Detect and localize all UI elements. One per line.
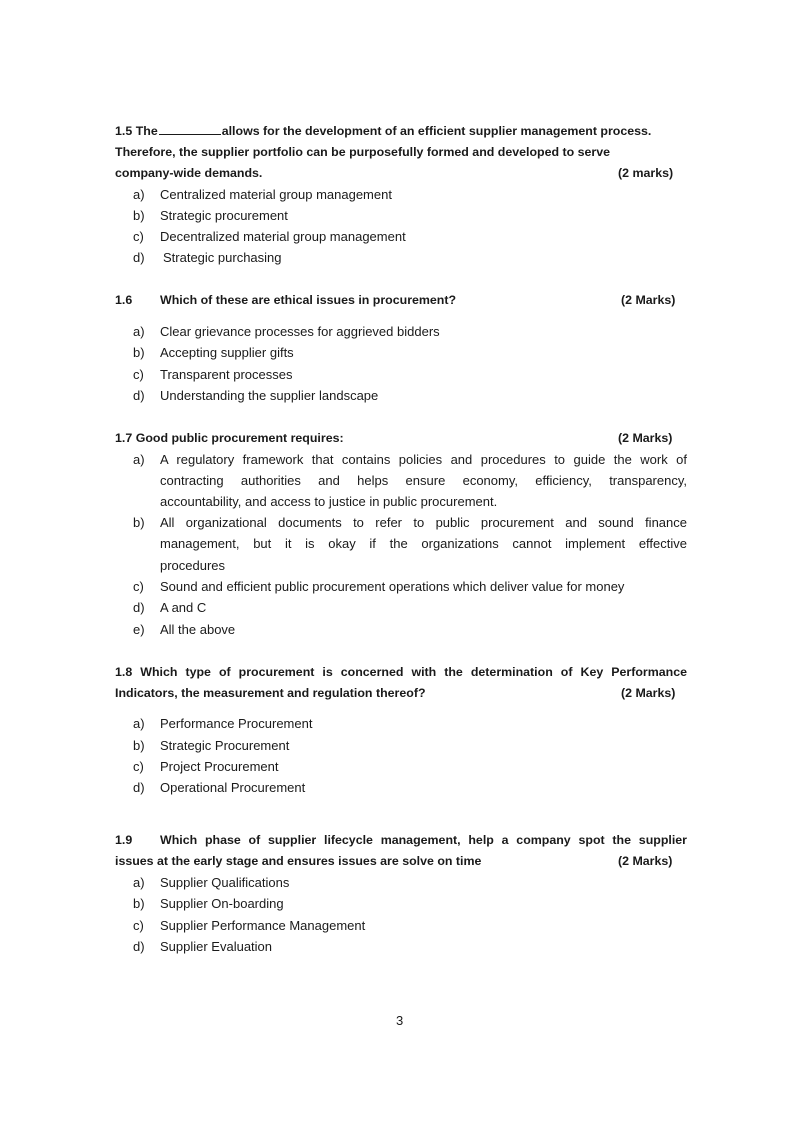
option-text: Understanding the supplier landscape (160, 388, 379, 403)
question-1-5-line-3: company-wide demands. (115, 166, 263, 180)
option-text: Supplier Qualifications (160, 875, 290, 890)
question-number: 1.5 (115, 124, 133, 138)
option-letter: c) (133, 918, 144, 933)
page-number: 3 (396, 1013, 404, 1028)
option-text: Project Procurement (160, 759, 279, 774)
option-letter: b) (133, 208, 145, 223)
question-1-5-line-2: Therefore, the supplier portfolio can be purposefully formed and developed to serve (115, 145, 611, 159)
question-1-6-text: Which of these are ethical issues in procurement? (160, 293, 457, 307)
option-text: Supplier Performance Management (160, 918, 366, 933)
marks-label: (2 marks) (618, 166, 674, 180)
option-text: Sound and efficient public procurement operations which deliver value for money (160, 579, 625, 594)
option-letter: b) (133, 738, 145, 753)
question-number: 1.8 (115, 665, 133, 679)
option-letter: c) (133, 229, 144, 244)
question-text: allows for the development of an efficient supplier management process. (221, 124, 652, 138)
option-letter: c) (133, 367, 144, 382)
option-text: Transparent processes (160, 367, 293, 382)
option-letter: a) (133, 716, 145, 731)
marks-label: (2 Marks) (621, 293, 676, 307)
option-text: Centralized material group management (160, 187, 392, 202)
option-text: Strategic Procurement (160, 738, 290, 753)
option-letter: e) (133, 622, 145, 637)
option-letter: d) (133, 250, 145, 265)
option-text: contracting authorities and helps ensure economy, efficiency, transparency, (160, 473, 687, 488)
option-letter: d) (133, 939, 145, 954)
option-text: Accepting supplier gifts (160, 345, 294, 360)
question-text: Good public procurement requires: (135, 431, 344, 445)
option-text: Supplier On-boarding (160, 896, 284, 911)
question-number: 1.6 (115, 293, 133, 307)
marks-label: (2 Marks) (618, 854, 673, 868)
option-letter: b) (133, 515, 145, 530)
option-text: Decentralized material group management (160, 229, 406, 244)
option-letter: b) (133, 345, 145, 360)
option-text: Operational Procurement (160, 780, 306, 795)
option-text: Clear grievance processes for aggrieved bidders (160, 324, 440, 339)
option-letter: d) (133, 780, 145, 795)
marks-label: (2 Marks) (621, 686, 676, 700)
option-letter: d) (133, 388, 145, 403)
answer-blank (159, 123, 221, 135)
option-letter: d) (133, 600, 145, 615)
option-letter: a) (133, 875, 145, 890)
option-letter: b) (133, 896, 145, 911)
option-text: Strategic procurement (160, 208, 288, 223)
question-text: The (135, 124, 158, 138)
option-text: Performance Procurement (160, 716, 313, 731)
option-letter: c) (133, 759, 144, 774)
question-1-9-line-2: issues at the early stage and ensures issues are solve on time (115, 854, 482, 868)
option-text: All organizational documents to refer to public procurement and sound finance (160, 515, 687, 530)
option-text: Strategic purchasing (163, 250, 282, 265)
marks-label: (2 Marks) (618, 431, 673, 445)
question-number: 1.7 (115, 431, 133, 445)
option-text: All the above (160, 622, 236, 637)
question-1-7-text (115, 429, 344, 447)
question-number: 1.9 (115, 833, 133, 847)
question-text: Which type of procurement is concerned with the determination of Key Performance (140, 665, 687, 679)
option-letter: a) (133, 324, 145, 339)
question-1-5-line-1 (115, 122, 651, 140)
option-text: Supplier Evaluation (160, 939, 273, 954)
option-text: A regulatory framework that contains policies and procedures to guide the work of (160, 452, 687, 467)
option-text: accountability, and access to justice in public procurement. (160, 494, 498, 509)
question-1-8-line-2: Indicators, the measurement and regulation thereof? (115, 686, 426, 700)
question-1-9-line-1: Which phase of supplier lifecycle management, help a company spot the supplier (160, 833, 687, 847)
option-text: A and C (160, 600, 207, 615)
option-text: procedures (160, 558, 226, 573)
option-letter: c) (133, 579, 144, 594)
question-1-8-line-1 (115, 663, 687, 681)
option-letter: a) (133, 187, 145, 202)
option-letter: a) (133, 452, 145, 467)
option-text: management, but it is okay if the organizations cannot implement effective (160, 536, 687, 551)
